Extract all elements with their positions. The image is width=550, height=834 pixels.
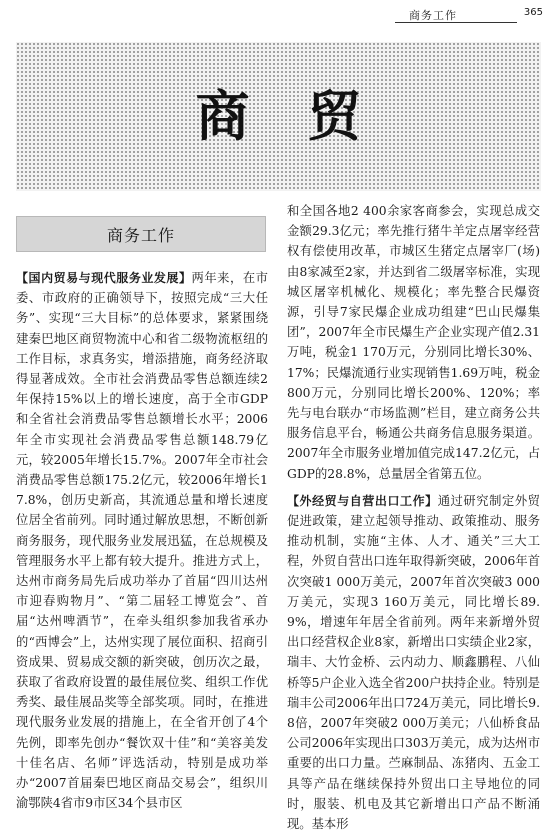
subheading-domestic-trade: 【国内贸易与现代服务业发展】 bbox=[16, 271, 192, 285]
text-column-left bbox=[16, 268, 268, 813]
paragraph-text: 两年来，在市委、市政府的正确领导下，按照完成“三大任务”、实现“三大目标”的总体要求，紧紧围绕建秦巴地区商贸物流中心和省二级物流枢纽的工作目标，求真务实，增添措施，商务经济取得显著成效。全市社会消费品零售总额连续2年保持15%以上的增长速度，高于全市GDP和全省社会消费品零售总额增长水平；2006年全市实现社会消费品零售总额148.79亿元，较2005年增长15.7%。2007年全市社会消费品零售总额175.2亿元，较2006年增长17.8%，创历史新高，其流通总量和增长速度位居全省前列。同时通过解放思想，不断创新商务服务，现代服务业发展迅猛，在总规模及管理服务水平上都有较大提升。推进方式上，达州市商务局先后成功举办了首届“四川达州市迎春购物月”、“第二届轻工博览会”、首届“达州啤酒节”，在牵头组织参加我省承办的“西博会”上，达州实现了展位面积、招商引资成果、贸易成交额的新突破，创历次之最，获取了省政府设置的最佳展位奖、组织工作优秀奖、最佳展品奖等全部奖项。同时，在推进现代服务业发展的措施上，在全省开创了4个先例，即率先创办“餐饮双十佳”和“美容美发十佳名店、名师”评选活动，特别是成功举办“2007首届秦巴地区商品交易会”，组织川渝鄂陕4省市9市区34个县市区 bbox=[16, 271, 268, 811]
chapter-title: 商贸 bbox=[195, 84, 420, 148]
header-rule bbox=[395, 22, 517, 23]
section-title: 商务工作 bbox=[16, 216, 266, 252]
paragraph-foreign-trade bbox=[287, 491, 540, 834]
paragraph-text: 和全国各地2 400余家客商参会，实现总成交金额29.3亿元；率先推行猪牛羊定点屠宰经营权有偿使用改革，市城区生猪定点屠宰厂(场)由8家减至2家，并达到省二级屠宰标准，实现城区屠宰机械化、规模化；率先整合民爆资源，引导7家民爆企业成功组建“巴山民爆集团”，2007年全市民爆生产企业实现产值2.31万吨，税金1 170万元，分别同比增长30%、17%；民爆流通行业实现销售1.69万吨，税金800万元，分别同比增长200%、120%；率先与电台联办“市场监测”栏目，建立商务公共服务信息平台，畅通公共商务信息服务渠道。2007年全市服务业增加值完成147.2亿元，占GDP的28.8%，总量居全省第五位。 bbox=[287, 204, 540, 481]
subheading-foreign-trade: 【外经贸与自营出口工作】 bbox=[287, 493, 438, 508]
running-header-section: 商务工作 bbox=[409, 9, 457, 22]
page-number: 365 bbox=[523, 7, 543, 18]
text-column-right bbox=[287, 201, 540, 834]
paragraph-text: 通过研究制定外贸促进政策，建立起领导推动、政策推动、服务推动机制，实施“主体、人才、通关”三大工程，外贸自营出口连年取得新突破，2006年首次突破1 000万美元，2007年首次突破3 000万美元，实现3 160万美元，同比增长89.9%，增速年年居全省前列。两年来新增外贸出口经营权企业8家，新增出口实绩企业2家，瑞丰、大竹金桥、云内动力、顺鑫鹏程、八仙桥等5户企业入选全省200户扶持企业。特别是瑞丰公司2006年出口724万美元，同比增长9.8倍，2007年突破2 000万美元；八仙桥食品公司2006年实现出口303万美元，成为达州市重要的出口力量。苎麻制品、冻猪肉、五金工具等产品在继续保持外贸出口主导地位的同时，服装、机电及其它新增出口产品不断涌现。基本形 bbox=[287, 493, 540, 832]
paragraph-domestic-trade-continued bbox=[287, 201, 540, 484]
running-header bbox=[395, 4, 545, 24]
paragraph-domestic-trade bbox=[16, 268, 268, 813]
